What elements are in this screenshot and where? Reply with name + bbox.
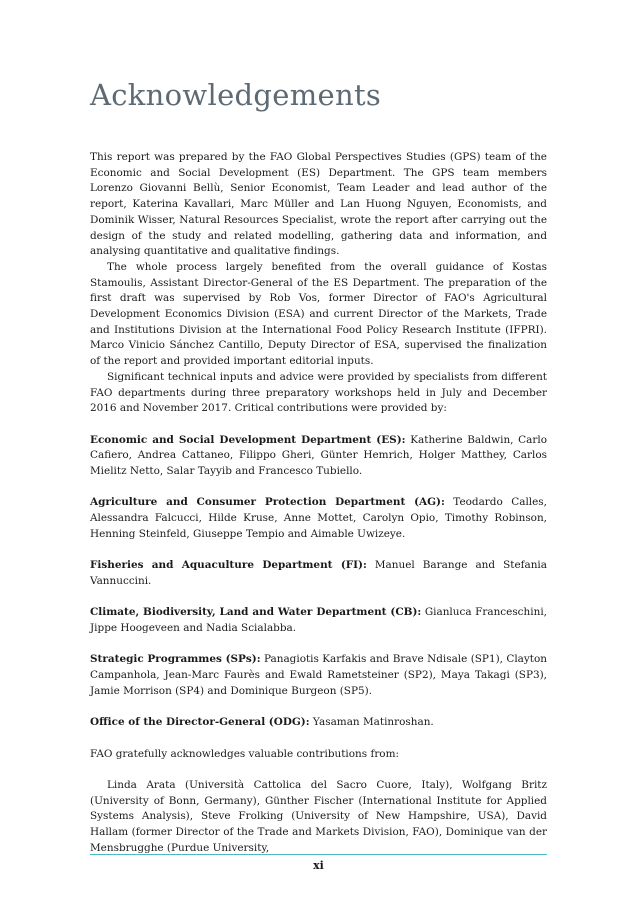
department-name: Economic and Social Development Department (ES): bbox=[90, 433, 406, 446]
department-people: Yasaman Matinroshan. bbox=[312, 716, 434, 729]
acknowledgements-body bbox=[90, 150, 547, 857]
department-odg bbox=[90, 715, 547, 731]
department-people: Panagiotis Karfakis and Brave Ndisale (SP1), Clayton Campanhola, Jean-Marc Faurès and Ewald Rametsteiner (SP2), Maya Takagi (SP3), Jamie Morrison (SP4) and Dominique Burgeon (SP5). bbox=[90, 653, 548, 697]
department-name: Office of the Director-General (ODG): bbox=[90, 716, 310, 729]
contributions-intro: FAO gratefully acknowledges valuable contributions from: bbox=[90, 747, 400, 760]
page-number: xi bbox=[313, 859, 324, 872]
department-people: Teodardo Calles, Alessandra Falcucci, Hilde Kruse, Anne Mottet, Carolyn Opio, Timothy Robinson, Henning Steinfeld, Giuseppe Tempio and Aimable Uwizeye. bbox=[90, 496, 547, 540]
department-name: Strategic Programmes (SPs): bbox=[90, 653, 261, 666]
department-name: Climate, Biodiversity, Land and Water Department (CB): bbox=[90, 606, 422, 619]
department-fi bbox=[90, 558, 547, 589]
department-people: Manuel Barange and Stefania Vannuccini. bbox=[90, 559, 547, 587]
department-name: Fisheries and Aquaculture Department (FI): bbox=[90, 559, 367, 572]
department-people: Katherine Baldwin, Carlo Cafiero, Andrea Cattaneo, Filippo Gheri, Günter Hemrich, Holger Matthey, Carlos Mielitz Netto, Salar Tayyib and Francesco Tubiello. bbox=[90, 433, 547, 478]
page-title: Acknowledgements bbox=[90, 78, 382, 112]
paragraph-guidance: The whole process largely benefited from the overall guidance of Kostas Stamoulis, Assistant Director-General of the ES Department. The preparation of the first draft was supervised by Rob Vos, former Director of FAO's Agricultural Development Economics Division (ESA) and current Director of the Markets, Trade and Institutions Division at the International Food Policy Research Institute (IFPRI). Marco Vinicio Sánchez Cantillo, Deputy Director of ESA, supervised the finalization of the report and provided important editorial inputs. bbox=[90, 260, 547, 368]
department-cb bbox=[90, 605, 547, 636]
department-sps bbox=[90, 652, 547, 699]
paragraph-team: This report was prepared by the FAO Global Perspectives Studies (GPS) team of the Economic and Social Development (ES) Department. The GPS team members Lorenzo Giovanni Bellù, Senior Economist, Team Leader and lead author of the report, Katerina Kavallari, Marc Müller and Lan Huong Nguyen, Economists, and Dominik Wisser, Natural Resources Specialist, wrote the report after carrying out the design of the study and related modelling, gathering data and information, and analysing quantitative and qualitative findings. bbox=[90, 151, 547, 258]
paragraph-technical-inputs: Significant technical inputs and advice were provided by specialists from different FAO departments during three preparatory workshops held in July and December 2016 and November 2017. Critical contributions were provided by: bbox=[90, 370, 547, 415]
department-ag bbox=[90, 495, 547, 542]
footer-divider bbox=[90, 854, 547, 855]
department-name: Agriculture and Consumer Protection Department (AG): bbox=[90, 496, 445, 509]
department-es bbox=[90, 433, 547, 480]
department-people: Gianluca Franceschini, Jippe Hoogeveen and Nadia Scialabba. bbox=[90, 606, 547, 635]
contributors-paragraph: Linda Arata (Università Cattolica del Sacro Cuore, Italy), Wolfgang Britz (University of Bonn, Germany), Günther Fischer (International Institute for Applied Systems Analysis), Steve Frolking (University of New Hampshire, USA), David Hallam (former Director of the Trade and Markets Division, FAO), Dominique van der Mensbrugghe (Purdue University, bbox=[90, 779, 547, 854]
